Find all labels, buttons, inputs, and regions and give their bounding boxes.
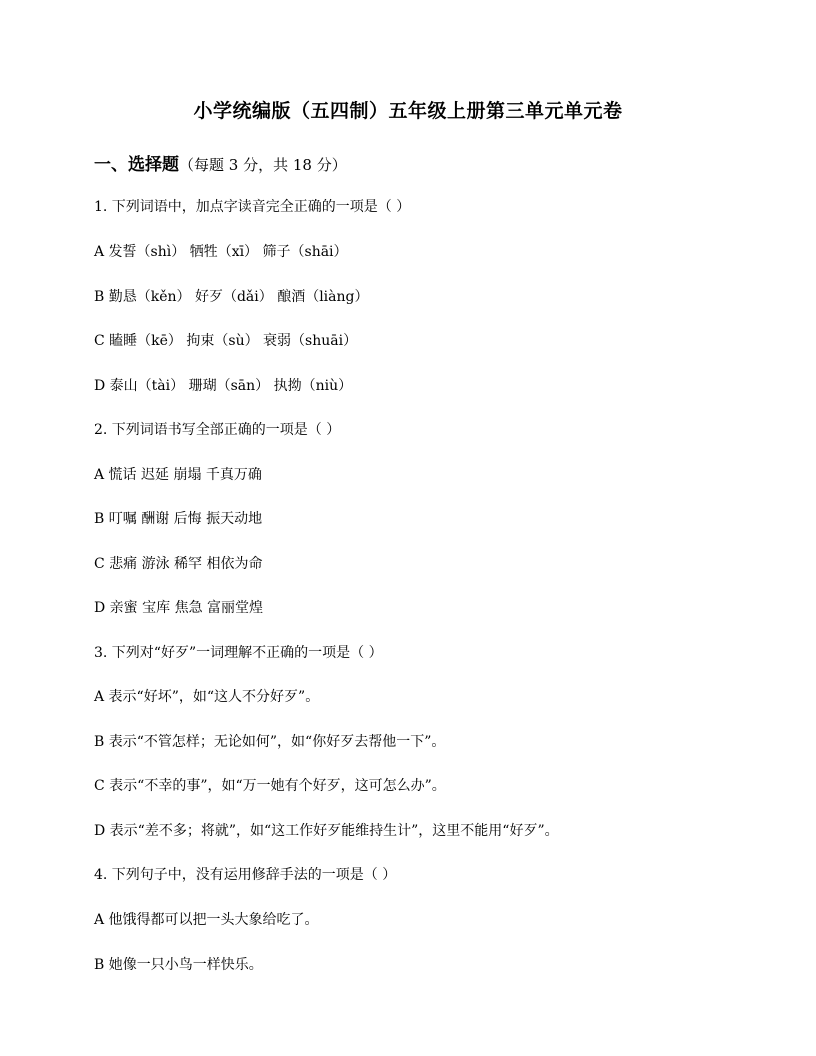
question-1-option-c: C 瞌睡（kē） 拘束（sù） 衰弱（shuāi） bbox=[94, 333, 358, 349]
question-2-option-b: B 叮嘱 酬谢 后悔 振天动地 bbox=[94, 511, 263, 527]
question-4-option-a: A 他饿得都可以把一头大象给吃了。 bbox=[94, 912, 319, 928]
question-1-option-d: D 泰山（tài） 珊瑚（sān） 执拗（niù） bbox=[94, 378, 353, 394]
question-3-option-c: C 表示“不幸的事”，如“万一她有个好歹，这可怎么办”。 bbox=[94, 778, 446, 794]
question-3-option-d: D 表示“差不多；将就”，如“这工作好歹能维持生计”，这里不能用“好歹”。 bbox=[94, 823, 559, 839]
section-heading-label: 一、选择题 bbox=[94, 155, 179, 175]
question-4-option-b: B 她像一只小鸟一样快乐。 bbox=[94, 957, 263, 973]
page-title: 小学统编版（五四制）五年级上册第三单元单元卷 bbox=[193, 100, 623, 122]
question-3-option-b: B 表示“不管怎样；无论如何”，如“你好歹去帮他一下”。 bbox=[94, 734, 446, 750]
section-score-note: （每题 3 分，共 18 分） bbox=[179, 156, 347, 174]
question-1-option-a: A 发誓（shì） 牺牲（xī） 筛子（shāi） bbox=[94, 244, 348, 260]
question-2-option-d: D 亲蜜 宝库 焦急 富丽堂煌 bbox=[94, 600, 264, 616]
question-2-stem: 2. 下列词语书写全部正确的一项是（ ） bbox=[94, 422, 341, 438]
question-3-stem: 3. 下列对“好歹”一词理解不正确的一项是（ ） bbox=[94, 645, 383, 661]
question-2-option-c: C 悲痛 游泳 稀罕 相依为命 bbox=[94, 556, 263, 572]
question-4-stem: 4. 下列句子中，没有运用修辞手法的一项是（ ） bbox=[94, 867, 397, 883]
section-heading bbox=[94, 150, 347, 175]
question-2-option-a: A 慌话 迟延 崩塌 千真万确 bbox=[94, 467, 262, 483]
question-1-stem: 1. 下列词语中，加点字读音完全正确的一项是（ ） bbox=[94, 199, 411, 215]
question-1-option-b: B 勤恳（kěn） 好歹（dǎi） 酿酒（liàng） bbox=[94, 289, 369, 305]
question-3-option-a: A 表示“好坏”，如“这人不分好歹”。 bbox=[94, 689, 320, 705]
